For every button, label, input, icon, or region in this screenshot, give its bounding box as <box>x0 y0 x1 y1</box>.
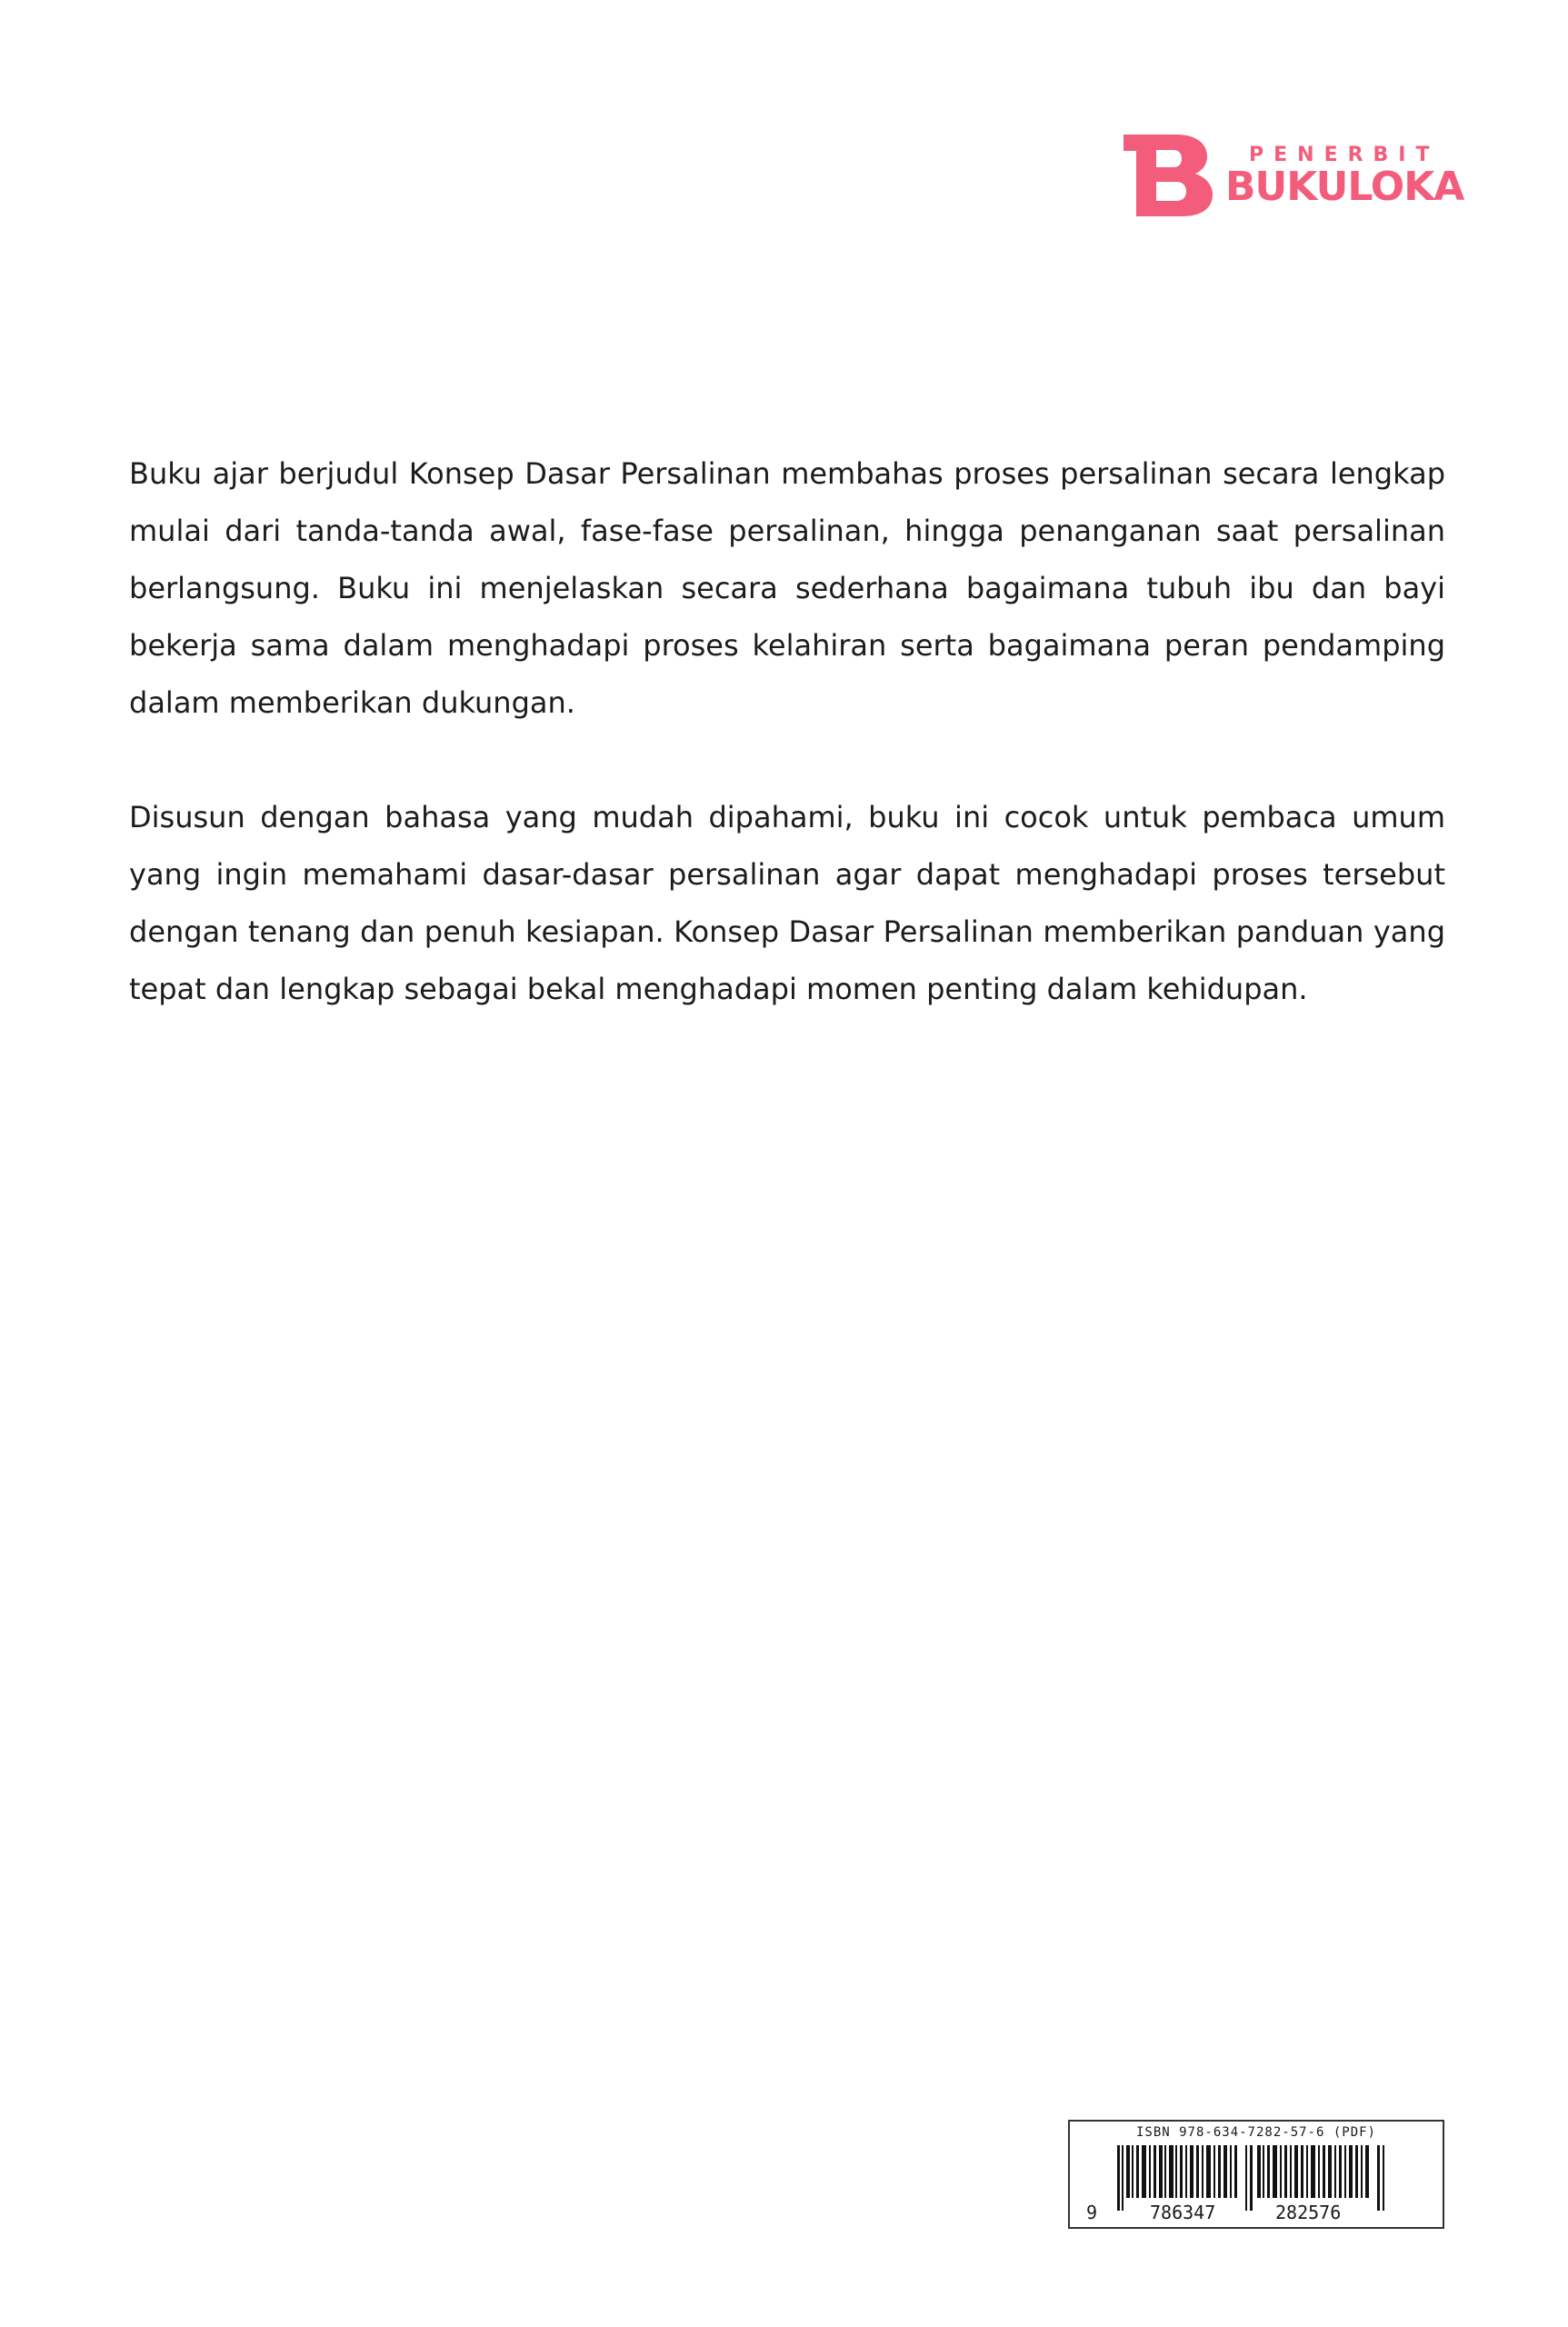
blurb-paragraph-1: Buku ajar berjudul Konsep Dasar Persalinan membahas proses persalinan secara lengkap mulai dari tanda-tanda awal, fase-fase persalinan, hingga penanganan saat persalinan berlangsung. Buku ini menjelaskan secara sederhana bagaimana tubuh ibu dan bayi bekerja sama dalam menghadapi proses kelahiran serta bagaimana peran pendamping dalam memberikan dukungan. <box>129 456 1445 720</box>
barcode-left-digits: 786347 <box>1150 2202 1216 2223</box>
publisher-logo <box>1124 135 1464 218</box>
barcode-first-digit: 9 <box>1086 2202 1098 2223</box>
bukuloka-b-logo-mark <box>1124 135 1214 216</box>
publisher-prefix: PENERBIT <box>1249 144 1440 166</box>
publisher-name: BUKULOKA <box>1225 164 1464 210</box>
barcode-right-digits: 282576 <box>1275 2202 1342 2223</box>
isbn-label: ISBN 978-634-7282-57-6 (PDF) <box>1135 2125 1376 2140</box>
isbn-barcode-box <box>1068 2120 1444 2229</box>
blurb-paragraph-2: Disusun dengan bahasa yang mudah dipahami, buku ini cocok untuk pembaca umum yang ingin memahami dasar-dasar persalinan agar dapat menghadapi proses tersebut dengan tenang dan penuh kesiapan. Konsep Dasar Persalinan memberikan panduan yang tepat dan lengkap sebagai bekal menghadapi momen penting dalam kehidupan. <box>129 800 1445 1006</box>
back-cover-blurb <box>129 445 1445 1075</box>
